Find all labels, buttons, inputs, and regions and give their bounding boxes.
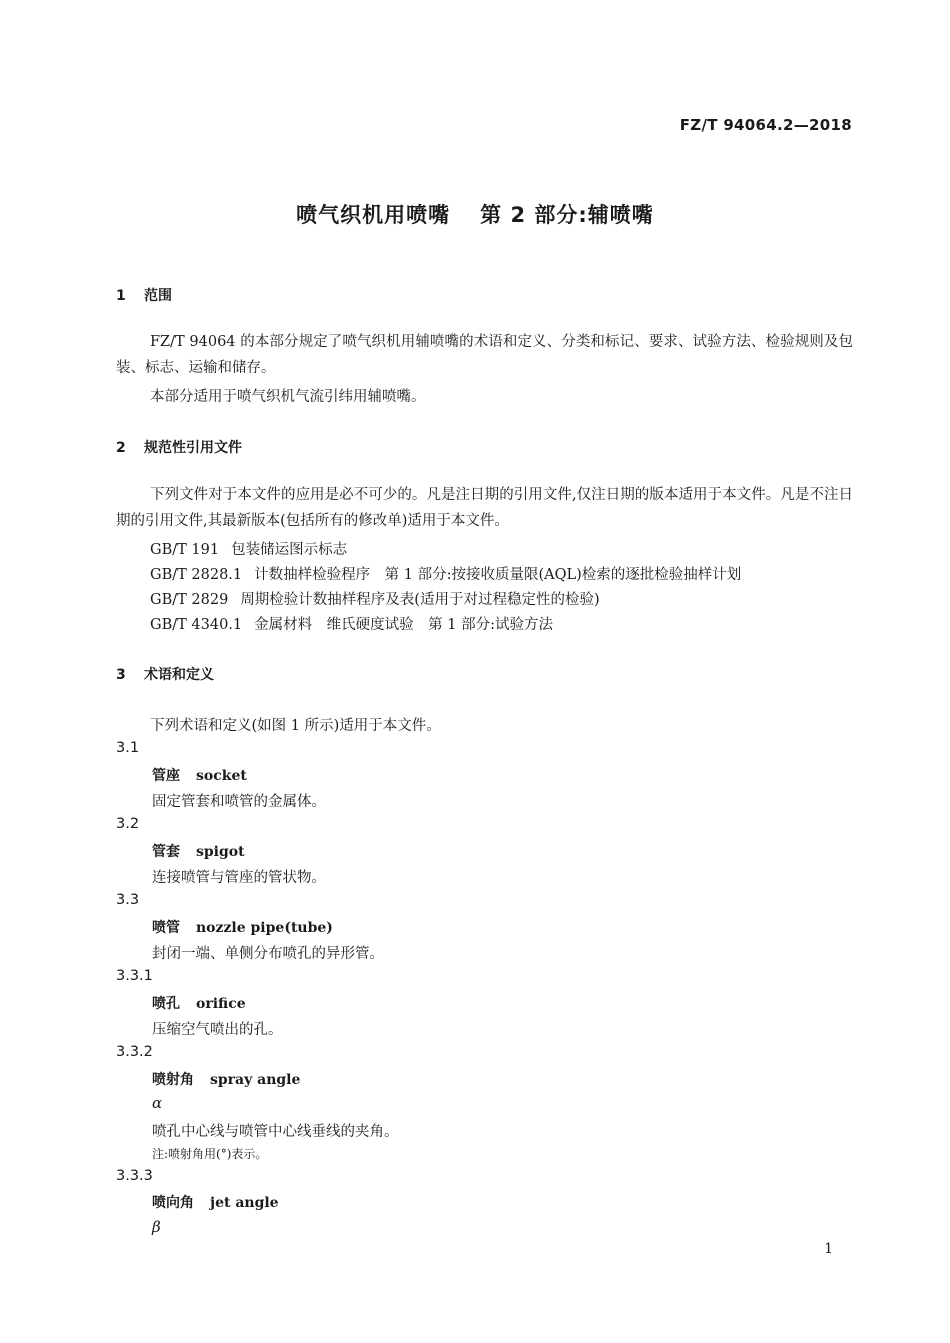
term-definition: 固定管套和喷管的金属体。 — [152, 794, 326, 810]
section-1-paragraph-1: FZ/T 94064 的本部分规定了喷气织机用辅喷嘴的术语和定义、分类和标记、要求、试验方法、检验规则及包装、标志、运输和储存。 — [116, 334, 853, 376]
term-title — [152, 765, 247, 785]
term-en: spigot — [196, 844, 245, 860]
section-number: 3 — [116, 667, 126, 683]
term-title — [152, 1192, 279, 1212]
section-title: 范围 — [144, 288, 172, 304]
reference-title: 金属材料 维氏硬度试验 第 1 部分:试验方法 — [254, 617, 553, 633]
term-zh: 喷管 — [152, 920, 180, 936]
section-3-intro: 下列术语和定义(如图 1 所示)适用于本文件。 — [150, 718, 441, 734]
term-en: socket — [196, 768, 247, 784]
section-2-heading — [116, 437, 242, 457]
reference-title: 周期检验计数抽样程序及表(适用于对过程稳定性的检验) — [240, 592, 600, 608]
reference-item — [150, 538, 347, 559]
reference-code: GB/T 4340.1 — [150, 617, 243, 633]
term-en: nozzle pipe(tube) — [196, 920, 333, 936]
section-2-intro: 下列文件对于本文件的应用是必不可少的。凡是注日期的引用文件,仅注日期的版本适用于本文件。凡是不注日期的引用文件,其最新版本(包括所有的修改单)适用于本文件。 — [116, 487, 853, 529]
term-en: spray angle — [210, 1072, 301, 1088]
term-definition: 压缩空气喷出的孔。 — [152, 1022, 283, 1038]
standard-number: FZ/T 94064.2—2018 — [679, 116, 852, 134]
section-number: 1 — [116, 288, 126, 304]
term-title — [152, 993, 246, 1013]
term-title — [152, 841, 245, 861]
term-number: 3.3 — [116, 892, 140, 908]
term-number: 3.3.3 — [116, 1168, 153, 1184]
section-number: 2 — [116, 440, 126, 456]
reference-item — [150, 613, 553, 634]
reference-code: GB/T 2828.1 — [150, 567, 243, 583]
term-zh: 管座 — [152, 768, 180, 784]
document-title — [0, 199, 950, 229]
term-number: 3.1 — [116, 740, 140, 756]
reference-item — [150, 588, 600, 609]
term-en: jet angle — [210, 1195, 279, 1211]
term-number: 3.3.1 — [116, 968, 153, 984]
reference-title: 计数抽样检验程序 第 1 部分:按接收质量限(AQL)检索的逐批检验抽样计划 — [254, 567, 742, 583]
section-1-heading — [116, 285, 172, 305]
term-symbol: α — [152, 1094, 163, 1112]
term-symbol: β — [152, 1218, 161, 1236]
reference-code: GB/T 2829 — [150, 592, 229, 608]
section-3-heading — [116, 664, 214, 684]
section-title: 规范性引用文件 — [144, 440, 242, 456]
section-title: 术语和定义 — [144, 667, 214, 683]
title-part: 第 2 部分:辅喷嘴 — [480, 203, 654, 227]
term-zh: 喷向角 — [152, 1195, 194, 1211]
page-number: 1 — [824, 1241, 833, 1257]
term-number: 3.3.2 — [116, 1044, 153, 1060]
term-note: 注:喷射角用(°)表示。 — [152, 1147, 268, 1161]
term-definition: 连接喷管与管座的管状物。 — [152, 870, 326, 886]
section-1-paragraph-2: 本部分适用于喷气织机气流引纬用辅喷嘴。 — [150, 389, 426, 405]
reference-title: 包装储运图示标志 — [231, 542, 348, 558]
reference-item — [150, 563, 741, 584]
term-definition: 封闭一端、单侧分布喷孔的异形管。 — [152, 946, 384, 962]
term-title — [152, 917, 333, 937]
term-title — [152, 1069, 300, 1089]
reference-code: GB/T 191 — [150, 542, 220, 558]
term-number: 3.2 — [116, 816, 140, 832]
term-definition: 喷孔中心线与喷管中心线垂线的夹角。 — [152, 1124, 399, 1140]
term-zh: 管套 — [152, 844, 180, 860]
term-zh: 喷射角 — [152, 1072, 194, 1088]
term-zh: 喷孔 — [152, 996, 180, 1012]
title-main: 喷气织机用喷嘴 — [296, 203, 451, 227]
term-en: orifice — [196, 996, 246, 1012]
